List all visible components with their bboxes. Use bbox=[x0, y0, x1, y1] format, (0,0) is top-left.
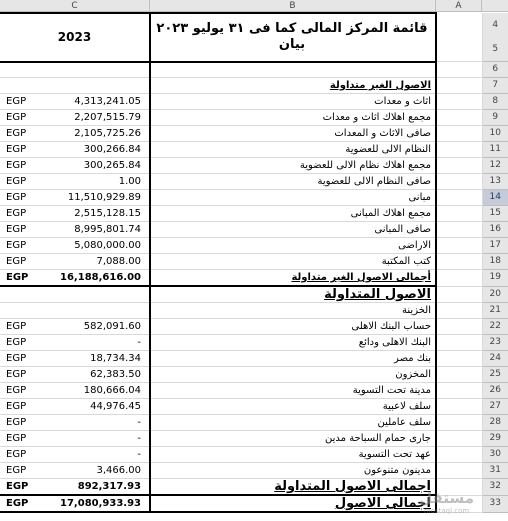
amount-cell[interactable]: 300,265.84 bbox=[50, 158, 150, 174]
watermark-url: mostaql.com bbox=[423, 507, 470, 515]
currency-cell[interactable]: EGP bbox=[0, 190, 50, 206]
currency-cell[interactable]: EGP bbox=[0, 238, 50, 254]
empty-cell[interactable] bbox=[436, 415, 482, 431]
description-cell[interactable]: مدينون متنوعون bbox=[150, 463, 436, 479]
row-number[interactable]: 33 bbox=[482, 495, 508, 512]
watermark-logo bbox=[419, 489, 474, 515]
statement-title: قائمة المركز المالى كما فى ٣١ يوليو ٢٠٢٣ bbox=[156, 21, 428, 37]
description-cell[interactable]: مدينة تحت التسوية bbox=[150, 383, 436, 399]
amount-cell[interactable]: 16,188,616.00 bbox=[50, 270, 150, 287]
amount-cell[interactable]: 44,976.45 bbox=[50, 399, 150, 415]
description-cell[interactable] bbox=[150, 62, 436, 78]
watermark-text: مستقل bbox=[419, 489, 474, 507]
description-cell[interactable]: صافى الاثاث و المعدات bbox=[150, 126, 436, 142]
amount-cell[interactable]: 7,088.00 bbox=[50, 254, 150, 270]
amount-cell[interactable]: 3,466.00 bbox=[50, 463, 150, 479]
row-number: 5 bbox=[492, 44, 499, 54]
row-number[interactable]: 21 bbox=[482, 303, 508, 319]
row-number[interactable]: 15 bbox=[482, 206, 508, 222]
row-number[interactable]: 29 bbox=[482, 431, 508, 447]
description-cell[interactable]: النظام الالى للعضوية bbox=[150, 142, 436, 158]
row-number[interactable]: 23 bbox=[482, 335, 508, 351]
empty-cell[interactable] bbox=[436, 447, 482, 463]
table-row bbox=[0, 335, 508, 351]
empty-cell[interactable] bbox=[436, 319, 482, 335]
amount-cell[interactable]: 8,995,801.74 bbox=[50, 222, 150, 238]
table-row bbox=[0, 383, 508, 399]
row-number[interactable]: 11 bbox=[482, 142, 508, 158]
row-number-title[interactable] bbox=[482, 13, 508, 62]
currency-cell[interactable]: EGP bbox=[0, 110, 50, 126]
currency-cell[interactable]: EGP bbox=[0, 206, 50, 222]
column-header-a[interactable]: A bbox=[436, 0, 482, 12]
table-row bbox=[0, 62, 508, 78]
table-row bbox=[0, 110, 508, 126]
empty-cell[interactable] bbox=[436, 335, 482, 351]
table-row bbox=[0, 174, 508, 190]
amount-cell[interactable]: 17,080,933.93 bbox=[50, 495, 150, 512]
table-row bbox=[0, 431, 508, 447]
empty-cell[interactable] bbox=[436, 238, 482, 254]
description-cell[interactable]: بنك مصر bbox=[150, 351, 436, 367]
table-row bbox=[0, 351, 508, 367]
currency-cell[interactable]: EGP bbox=[0, 495, 50, 512]
description-cell[interactable]: سلف عاملين bbox=[150, 415, 436, 431]
table-row bbox=[0, 319, 508, 335]
amount-cell[interactable]: 300,266.84 bbox=[50, 142, 150, 158]
empty-cell[interactable] bbox=[436, 222, 482, 238]
description-cell[interactable]: مجمع اهلاك نظام الالى للعضوية bbox=[150, 158, 436, 174]
currency-cell[interactable]: EGP bbox=[0, 399, 50, 415]
empty-cell[interactable] bbox=[436, 351, 482, 367]
row-number[interactable]: 24 bbox=[482, 351, 508, 367]
amount-cell[interactable]: 180,666.04 bbox=[50, 383, 150, 399]
description-cell[interactable]: الاصول المتداولة bbox=[150, 286, 436, 303]
empty-cell[interactable] bbox=[436, 62, 482, 78]
row-number[interactable]: 9 bbox=[482, 110, 508, 126]
empty-cell[interactable] bbox=[436, 399, 482, 415]
amount-cell[interactable]: 4,313,241.05 bbox=[50, 94, 150, 110]
description-cell[interactable]: اثاث و معدات bbox=[150, 94, 436, 110]
row-number[interactable]: 28 bbox=[482, 415, 508, 431]
cell-a-title[interactable] bbox=[436, 13, 482, 62]
row-number[interactable]: 26 bbox=[482, 383, 508, 399]
row-number[interactable]: 32 bbox=[482, 479, 508, 496]
currency-cell[interactable]: EGP bbox=[0, 94, 50, 110]
select-all-corner[interactable] bbox=[482, 0, 508, 12]
table-row bbox=[0, 94, 508, 110]
row-number[interactable]: 10 bbox=[482, 126, 508, 142]
amount-cell[interactable] bbox=[50, 303, 150, 319]
row-number[interactable]: 19 bbox=[482, 270, 508, 287]
description-cell[interactable]: عهد تحت التسوية bbox=[150, 447, 436, 463]
statement-subtitle: بيان bbox=[278, 37, 306, 53]
empty-cell[interactable] bbox=[436, 174, 482, 190]
currency-cell[interactable]: EGP bbox=[0, 222, 50, 238]
amount-cell[interactable] bbox=[50, 286, 150, 303]
empty-cell[interactable] bbox=[436, 206, 482, 222]
amount-cell[interactable] bbox=[50, 78, 150, 94]
amount-cell[interactable]: 2,105,725.26 bbox=[50, 126, 150, 142]
description-cell[interactable]: كتب المكتبة bbox=[150, 254, 436, 270]
row-number[interactable]: 18 bbox=[482, 254, 508, 270]
description-cell[interactable]: مجمع اهلاك المبانى bbox=[150, 206, 436, 222]
empty-cell[interactable] bbox=[436, 94, 482, 110]
row-number[interactable]: 25 bbox=[482, 367, 508, 383]
row-number[interactable]: 12 bbox=[482, 158, 508, 174]
currency-cell[interactable]: EGP bbox=[0, 351, 50, 367]
currency-cell[interactable] bbox=[0, 303, 50, 319]
amount-cell[interactable]: 1.00 bbox=[50, 174, 150, 190]
table-row bbox=[0, 142, 508, 158]
description-cell[interactable]: جارى حمام السباحة مدين bbox=[150, 431, 436, 447]
currency-cell[interactable]: EGP bbox=[0, 254, 50, 270]
amount-cell[interactable]: 2,515,128.15 bbox=[50, 206, 150, 222]
amount-cell[interactable]: - bbox=[50, 447, 150, 463]
table-row bbox=[0, 238, 508, 254]
row-number[interactable]: 13 bbox=[482, 174, 508, 190]
empty-cell[interactable] bbox=[436, 126, 482, 142]
currency-cell[interactable]: EGP bbox=[0, 479, 50, 496]
empty-cell[interactable] bbox=[436, 110, 482, 126]
description-cell[interactable]: البنك الاهلى ودائع bbox=[150, 335, 436, 351]
column-header-c[interactable]: C bbox=[0, 0, 150, 12]
row-number[interactable]: 6 bbox=[482, 62, 508, 78]
description-cell[interactable]: صافى النظام الالى للعضوية bbox=[150, 174, 436, 190]
currency-cell[interactable]: EGP bbox=[0, 142, 50, 158]
table-row bbox=[0, 190, 508, 206]
currency-cell[interactable]: EGP bbox=[0, 367, 50, 383]
currency-cell[interactable]: EGP bbox=[0, 415, 50, 431]
currency-cell[interactable]: EGP bbox=[0, 431, 50, 447]
amount-cell[interactable]: - bbox=[50, 431, 150, 447]
empty-cell[interactable] bbox=[436, 190, 482, 206]
currency-cell[interactable]: EGP bbox=[0, 270, 50, 287]
row-number[interactable]: 31 bbox=[482, 463, 508, 479]
table-row bbox=[0, 270, 508, 287]
row-number[interactable]: 17 bbox=[482, 238, 508, 254]
empty-cell[interactable] bbox=[436, 158, 482, 174]
row-number[interactable]: 27 bbox=[482, 399, 508, 415]
description-cell[interactable]: سلف لاعبية bbox=[150, 399, 436, 415]
table-row bbox=[0, 222, 508, 238]
spreadsheet-grid bbox=[0, 12, 508, 513]
amount-cell[interactable]: 18,734.34 bbox=[50, 351, 150, 367]
description-cell[interactable]: المخزون bbox=[150, 367, 436, 383]
description-cell[interactable]: مجمع اهلاك اثاث و معدات bbox=[150, 110, 436, 126]
amount-cell[interactable]: - bbox=[50, 415, 150, 431]
currency-cell[interactable]: EGP bbox=[0, 463, 50, 479]
currency-cell[interactable] bbox=[0, 78, 50, 94]
currency-cell[interactable]: EGP bbox=[0, 126, 50, 142]
description-cell[interactable]: حساب البنك الاهلى bbox=[150, 319, 436, 335]
description-cell[interactable]: صافى المبانى bbox=[150, 222, 436, 238]
description-cell[interactable]: اجمالى الاصول bbox=[150, 495, 436, 512]
empty-cell[interactable] bbox=[436, 383, 482, 399]
amount-cell[interactable]: - bbox=[50, 335, 150, 351]
empty-cell[interactable] bbox=[436, 78, 482, 94]
table-row bbox=[0, 447, 508, 463]
table-row bbox=[0, 399, 508, 415]
amount-cell[interactable]: 582,091.60 bbox=[50, 319, 150, 335]
table-row bbox=[0, 78, 508, 94]
table-row bbox=[0, 126, 508, 142]
currency-cell[interactable]: EGP bbox=[0, 319, 50, 335]
row-number[interactable]: 20 bbox=[482, 286, 508, 303]
empty-cell[interactable] bbox=[436, 303, 482, 319]
row-number: 4 bbox=[492, 20, 499, 30]
empty-cell[interactable] bbox=[436, 463, 482, 479]
table-row bbox=[0, 254, 508, 270]
row-number[interactable]: 14 bbox=[482, 190, 508, 206]
table-row bbox=[0, 415, 508, 431]
year-header-cell[interactable]: 2023 bbox=[0, 13, 150, 62]
amount-cell[interactable] bbox=[50, 62, 150, 78]
amount-cell[interactable]: 5,080,000.00 bbox=[50, 238, 150, 254]
table-row bbox=[0, 158, 508, 174]
table-row bbox=[0, 463, 508, 479]
empty-cell[interactable] bbox=[436, 254, 482, 270]
description-cell[interactable]: أجمالى الاصول الغير متداولة bbox=[150, 270, 436, 287]
column-header-b[interactable]: B bbox=[150, 0, 436, 12]
row-number[interactable]: 30 bbox=[482, 447, 508, 463]
currency-cell[interactable]: EGP bbox=[0, 383, 50, 399]
currency-cell[interactable]: EGP bbox=[0, 174, 50, 190]
description-cell[interactable]: الاصول الغير متداولة bbox=[150, 78, 436, 94]
amount-cell[interactable]: 892,317.93 bbox=[50, 479, 150, 496]
empty-cell[interactable] bbox=[436, 142, 482, 158]
currency-cell[interactable]: EGP bbox=[0, 335, 50, 351]
row-number[interactable]: 7 bbox=[482, 78, 508, 94]
empty-cell[interactable] bbox=[436, 270, 482, 287]
row-number[interactable]: 8 bbox=[482, 94, 508, 110]
description-cell[interactable]: مبانى bbox=[150, 190, 436, 206]
empty-cell[interactable] bbox=[436, 367, 482, 383]
currency-cell[interactable]: EGP bbox=[0, 447, 50, 463]
table-row bbox=[0, 286, 508, 303]
amount-cell[interactable]: 2,207,515.79 bbox=[50, 110, 150, 126]
currency-cell[interactable] bbox=[0, 62, 50, 78]
title-row bbox=[0, 13, 508, 62]
currency-cell[interactable] bbox=[0, 286, 50, 303]
description-cell[interactable]: الاراضى bbox=[150, 238, 436, 254]
statement-title-cell[interactable] bbox=[150, 13, 436, 62]
description-cell[interactable]: اجمالى الاصول المتداولة bbox=[150, 479, 436, 496]
description-cell[interactable]: الخزينة bbox=[150, 303, 436, 319]
amount-cell[interactable]: 11,510,929.89 bbox=[50, 190, 150, 206]
row-number[interactable]: 16 bbox=[482, 222, 508, 238]
currency-cell[interactable]: EGP bbox=[0, 158, 50, 174]
table-row bbox=[0, 206, 508, 222]
amount-cell[interactable]: 62,383.50 bbox=[50, 367, 150, 383]
table-row bbox=[0, 303, 508, 319]
row-number[interactable]: 22 bbox=[482, 319, 508, 335]
empty-cell[interactable] bbox=[436, 286, 482, 303]
table-row bbox=[0, 367, 508, 383]
empty-cell[interactable] bbox=[436, 431, 482, 447]
